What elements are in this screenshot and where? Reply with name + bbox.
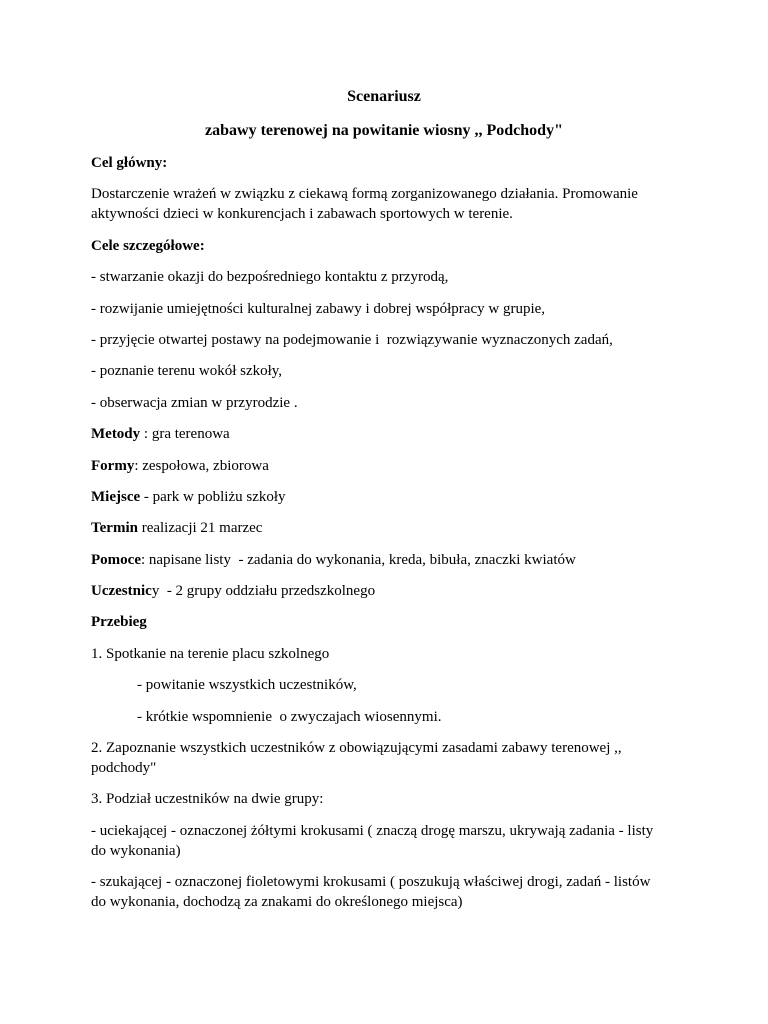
detail-line (91, 424, 768, 444)
group-text: do wykonania) (91, 842, 181, 859)
detail-line (91, 581, 768, 601)
group-text: - szukającej - oznaczonej fioletowymi krokusami ( poszukują właściwej drogi, zadań - listów (91, 874, 651, 891)
detail-value: - park w pobliżu szkoły (140, 488, 286, 505)
course-subitem-text: - powitanie wszystkich uczestników, (137, 677, 357, 694)
course-heading-block (0, 612, 768, 632)
course-step-text: podchody" (91, 760, 157, 777)
detail-label: Termin (91, 520, 138, 537)
main-goal-line: aktywności dzieci w konkurencjach i zabawach sportowych w terenie. (91, 206, 513, 223)
detail-label: Pomoce (91, 551, 141, 568)
detail-methods (0, 424, 768, 444)
group-text: do wykonania, dochodzą za znakami do określonego miejsca) (91, 894, 463, 911)
detail-participants (0, 581, 768, 601)
course-step-text: 2. Zapoznanie wszystkich uczestników z obowiązującymi zasadami zabawy terenowej ,, (91, 740, 622, 757)
specific-goals-heading-block (0, 236, 768, 256)
detail-value: : napisane listy - zadania do wykonania, kreda, bibuła, znaczki kwiatów (140, 551, 576, 568)
detail-line (91, 487, 768, 507)
detail-label: Metody (91, 426, 141, 443)
group-searching (0, 872, 768, 912)
course-step-text: 1. Spotkanie na terenie placu szkolnego (91, 645, 330, 662)
course-step-2 (0, 738, 768, 778)
main-goal-heading-block (0, 153, 768, 173)
detail-line (91, 550, 768, 570)
course-step-1-item (0, 675, 768, 695)
specific-goal-item (0, 393, 768, 413)
document-subtitle: zabawy terenowej na powitanie wiosny ,, Podchody" (205, 122, 563, 139)
course-subitem-text: - krótkie wspomnienie o zwyczajach wiosennymi. (137, 708, 442, 725)
course-step-1 (0, 644, 768, 664)
specific-goal-item (0, 299, 768, 319)
specific-goal-text: - przyjęcie otwartej postawy na podejmowanie i rozwiązywanie wyznaczonych zadań, (91, 331, 613, 348)
specific-goal-text: - obserwacja zmian w przyrodzie . (91, 394, 298, 411)
specific-goal-text: - stwarzanie okazji do bezpośredniego kontaktu z przyrodą, (91, 269, 449, 286)
group-text: - uciekającej - oznaczonej żółtymi krokusami ( znaczą drogę marszu, ukrywają zadania - listy (91, 822, 654, 839)
specific-goal-item (0, 267, 768, 287)
course-step-1-item (0, 707, 768, 727)
detail-date (0, 518, 768, 538)
detail-value: : gra terenowa (140, 426, 230, 443)
main-goal-paragraph (0, 184, 768, 224)
detail-label: Miejsce (91, 488, 141, 505)
main-goal-heading: Cel główny: (91, 155, 168, 171)
document-content (0, 87, 768, 924)
specific-goal-text: - rozwijanie umiejętności kulturalnej zabawy i dobrej współpracy w grupie, (91, 300, 546, 317)
detail-line (91, 518, 768, 538)
specific-goal-item (0, 361, 768, 381)
detail-forms (0, 456, 768, 476)
detail-place (0, 487, 768, 507)
specific-goal-text: - poznanie terenu wokół szkoły, (91, 363, 283, 380)
specific-goal-item (0, 330, 768, 350)
course-step-text: 3. Podział uczestników na dwie grupy: (91, 791, 324, 808)
course-heading: Przebieg (91, 614, 147, 631)
main-goal-line: Dostarczenie wrażeń w związku z ciekawą formą zorganizowanego działania. Promowanie (91, 186, 638, 203)
detail-value: realizacji 21 marzec (137, 520, 263, 537)
detail-label: Formy (91, 457, 135, 474)
detail-line (91, 456, 768, 476)
detail-label: Uczestnic (91, 583, 152, 600)
detail-value: : zespołowa, zbiorowa (134, 457, 269, 474)
detail-aids (0, 550, 768, 570)
group-escaping (0, 821, 768, 861)
document-title: Scenariusz (347, 88, 421, 105)
course-step-3 (0, 789, 768, 809)
specific-goals-heading: Cele szczegółowe: (91, 237, 205, 254)
detail-value: y - 2 grupy oddziału przedszkolnego (151, 583, 376, 600)
